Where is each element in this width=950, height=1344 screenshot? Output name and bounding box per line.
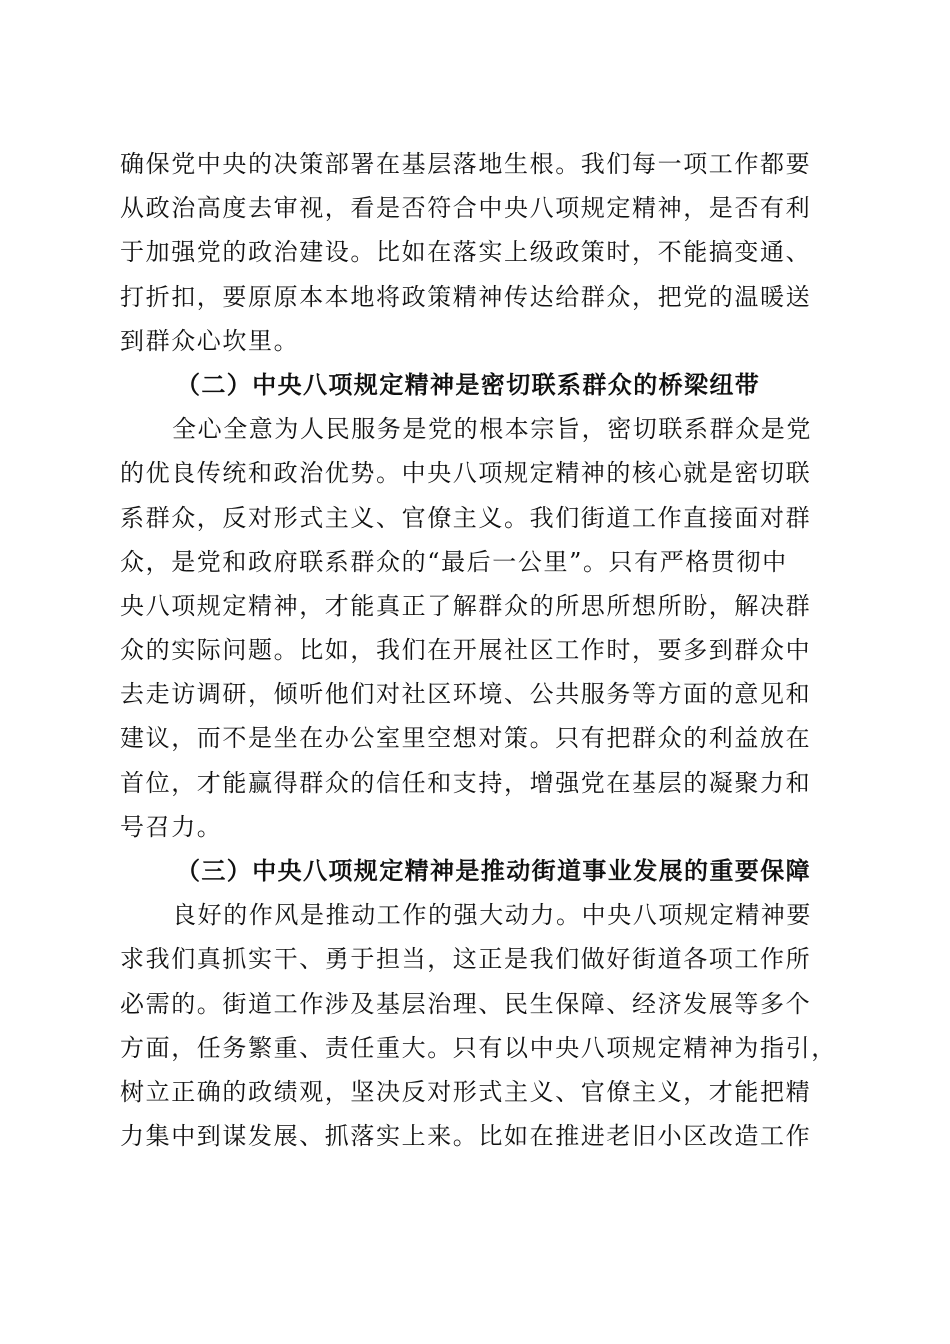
paragraph-line: 求我们真抓实干、勇于担当，这正是我们做好街道各项工作所 — [120, 945, 812, 974]
paragraph-line: 必需的。街道工作涉及基层治理、民生保障、经济发展等多个 — [120, 989, 812, 1018]
paragraph-line: 的优良传统和政治优势。中央八项规定精神的核心就是密切联 — [120, 459, 812, 488]
paragraph-line: 力集中到谋发展、抓落实上来。比如在推进老旧小区改造工作 — [120, 1122, 812, 1151]
paragraph-line: 首位，才能赢得群众的信任和支持，增强党在基层的凝聚力和 — [120, 768, 812, 797]
paragraph-line: 众的实际问题。比如，我们在开展社区工作时，要多到群众中 — [120, 636, 812, 665]
paragraph-line: 于加强党的政治建设。比如在落实上级政策时，不能搞变通、 — [120, 238, 812, 267]
paragraph-line: 良好的作风是推动工作的强大动力。中央八项规定精神要 — [172, 901, 812, 930]
paragraph-line: 去走访调研，倾听他们对社区环境、公共服务等方面的意见和 — [120, 680, 812, 709]
paragraph-line: 建议，而不是坐在办公室里空想对策。只有把群众的利益放在 — [120, 724, 812, 753]
paragraph-line: 树立正确的政绩观，坚决反对形式主义、官僚主义，才能把精 — [120, 1077, 812, 1106]
paragraph-line: 到群众心坎里。 — [120, 326, 300, 355]
paragraph-line: 打折扣，要原原本本地将政策精神传达给群众，把党的温暖送 — [120, 282, 812, 311]
paragraph-line: 众，是党和政府联系群众的“最后一公里”。只有严格贯彻中 — [120, 547, 788, 576]
paragraph-line: 系群众，反对形式主义、官僚主义。我们街道工作直接面对群 — [120, 503, 812, 532]
paragraph-line: 号召力。 — [120, 812, 223, 841]
paragraph-line: 全心全意为人民服务是党的根本宗旨，密切联系群众是党 — [172, 415, 812, 444]
paragraph-line: 央八项规定精神，才能真正了解群众的所思所想所盼，解决群 — [120, 591, 812, 620]
section-heading-3: （三）中央八项规定精神是推动街道事业发展的重要保障 — [176, 856, 811, 885]
paragraph-line: 确保党中央的决策部署在基层落地生根。我们每一项工作都要 — [120, 150, 812, 178]
paragraph-line: 从政治高度去审视，看是否符合中央八项规定精神，是否有利 — [120, 194, 812, 223]
paragraph-line: 方面，任务繁重、责任重大。只有以中央八项规定精神为指引， — [120, 1033, 837, 1062]
document-page — [120, 142, 837, 1158]
section-heading-2: （二）中央八项规定精神是密切联系群众的桥梁纽带 — [176, 369, 761, 399]
